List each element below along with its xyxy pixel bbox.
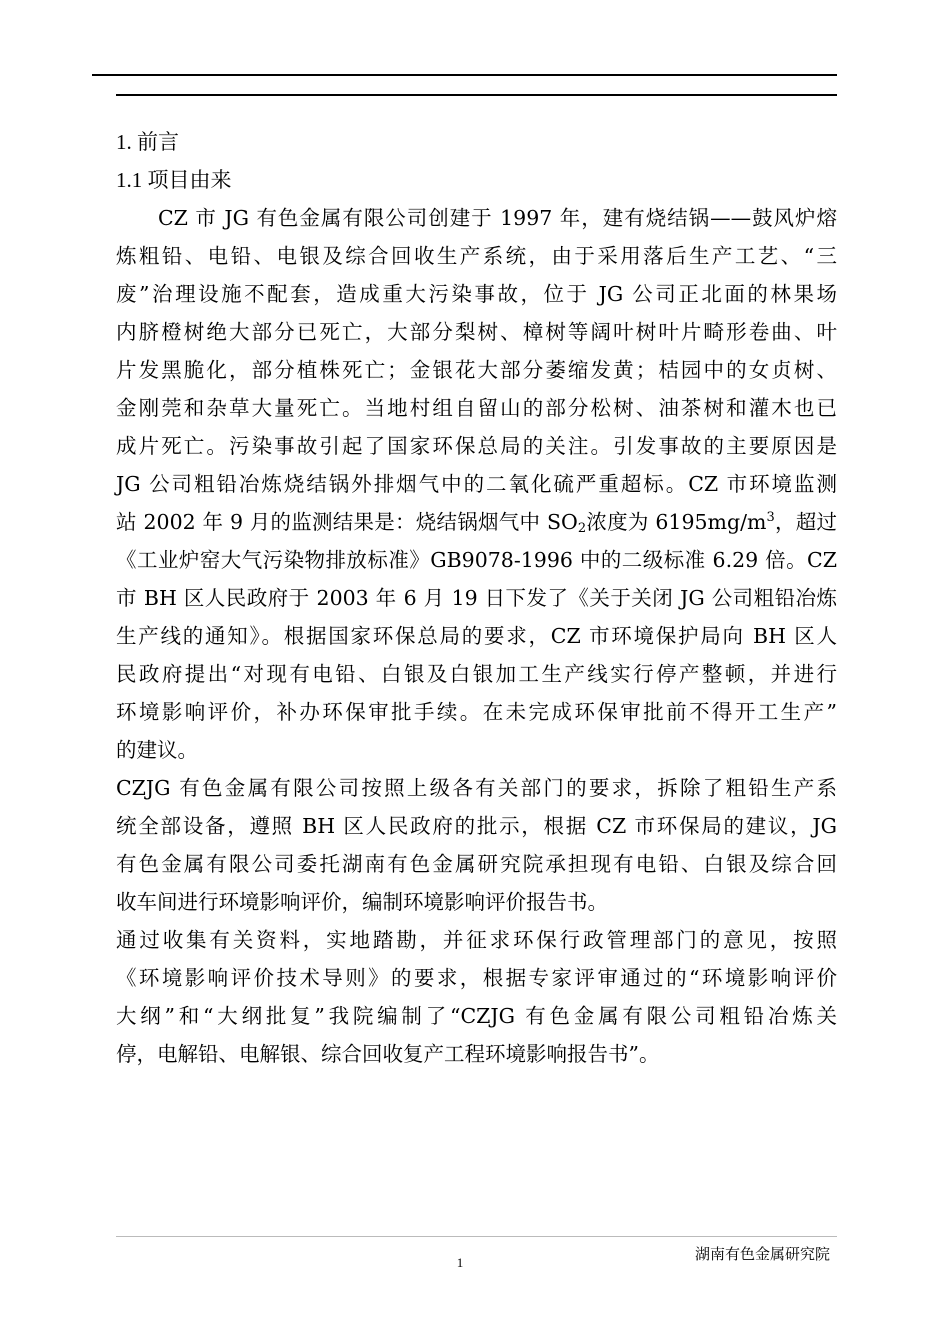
paragraph-line: 废”治理设施不配套，造成重大污染事故，位于 JG 公司正北面的林果场 [116, 282, 837, 306]
header-rule-top [92, 74, 837, 76]
paragraph-line: 停，电解铅、电解银、综合回收复产工程环境影响报告书”。 [116, 1042, 660, 1066]
paragraph-line: 《环境影响评价技术导则》的要求，根据专家评审通过的“环境影响评价 [116, 966, 837, 990]
unit-superscript: 3 [766, 510, 775, 525]
paragraph-line: 炼粗铅、电铅、电银及综合回收生产系统，由于采用落后生产工艺、“三 [116, 244, 837, 268]
paragraph-line: 大纲”和“大纲批复”我院编制了“CZJG 有色金属有限公司粗铅冶炼关 [116, 1004, 837, 1028]
footer-rule [116, 1236, 837, 1237]
footer-organization: 湖南有色金属研究院 [694, 1245, 830, 1263]
paragraph-line-so2 [116, 503, 837, 541]
paragraph-2 [116, 769, 837, 921]
header-rule-second [116, 94, 837, 96]
so2-subscript: 2 [577, 521, 587, 536]
so2-mid: 浓度为 6195mg/m [586, 510, 767, 534]
paragraph-line: 民政府提出“对现有电铅、白银及白银加工生产线实行停产整顿，并进行 [116, 662, 837, 686]
so2-suffix: ，超过 [774, 510, 837, 534]
paragraph-line: 的建议。 [116, 738, 198, 762]
paragraph-line: JG 公司粗铅冶炼烧结锅外排烟气中的二氧化硫严重超标。CZ 市环境监测 [116, 472, 837, 496]
document-body [116, 123, 837, 1073]
paragraph-1 [116, 199, 837, 769]
paragraph-line: 生产线的通知》。根据国家环保总局的要求，CZ 市环境保护局向 BH 区人 [116, 624, 837, 648]
paragraph-3 [116, 921, 837, 1073]
paragraph-line: 金刚莞和杂草大量死亡。当地村组自留山的部分松树、油茶树和灌木也已 [116, 396, 837, 420]
paragraph-line: 成片死亡。污染事故引起了国家环保总局的关注。引发事故的主要原因是 [116, 434, 837, 458]
paragraph-line: 统全部设备，遵照 BH 区人民政府的批示，根据 CZ 市环保局的建议，JG [116, 814, 837, 838]
paragraph-line: 片发黑脆化，部分植株死亡；金银花大部分萎缩发黄；桔园中的女贞树、 [116, 358, 837, 382]
paragraph-line: 收车间进行环境影响评价，编制环境影响评价报告书。 [116, 890, 608, 914]
page-number: 1 [456, 1255, 464, 1270]
paragraph-line: 环境影响评价，补办环保审批手续。在未完成环保审批前不得开工生产” [116, 700, 837, 724]
paragraph-line: 《工业炉窑大气污染物排放标准》GB9078-1996 中的二级标准 6.29 倍。CZ [116, 548, 837, 572]
paragraph-line: CZ 市 JG 有色金属有限公司创建于 1997 年，建有烧结锅——鼓风炉熔 [158, 206, 837, 230]
paragraph-line: 内脐橙树绝大部分已死亡，大部分梨树、樟树等阔叶树叶片畸形卷曲、叶 [116, 320, 837, 344]
so2-prefix: 站 2002 年 9 月的监测结果是：烧结锅烟气中 SO [116, 510, 578, 534]
paragraph-line: 有色金属有限公司委托湖南有色金属研究院承担现有电铅、白银及综合回 [116, 852, 837, 876]
paragraph-line: 通过收集有关资料，实地踏勘，并征求环保行政管理部门的意见，按照 [116, 928, 837, 952]
section-subheading: 1.1 项目由来 [116, 168, 232, 192]
paragraph-line: CZJG 有色金属有限公司按照上级各有关部门的要求，拆除了粗铅生产系 [116, 776, 837, 800]
section-heading: 1. 前言 [116, 130, 179, 154]
paragraph-line: 市 BH 区人民政府于 2003 年 6 月 19 日下发了《关于关闭 JG 公司粗铅冶炼 [116, 586, 837, 610]
